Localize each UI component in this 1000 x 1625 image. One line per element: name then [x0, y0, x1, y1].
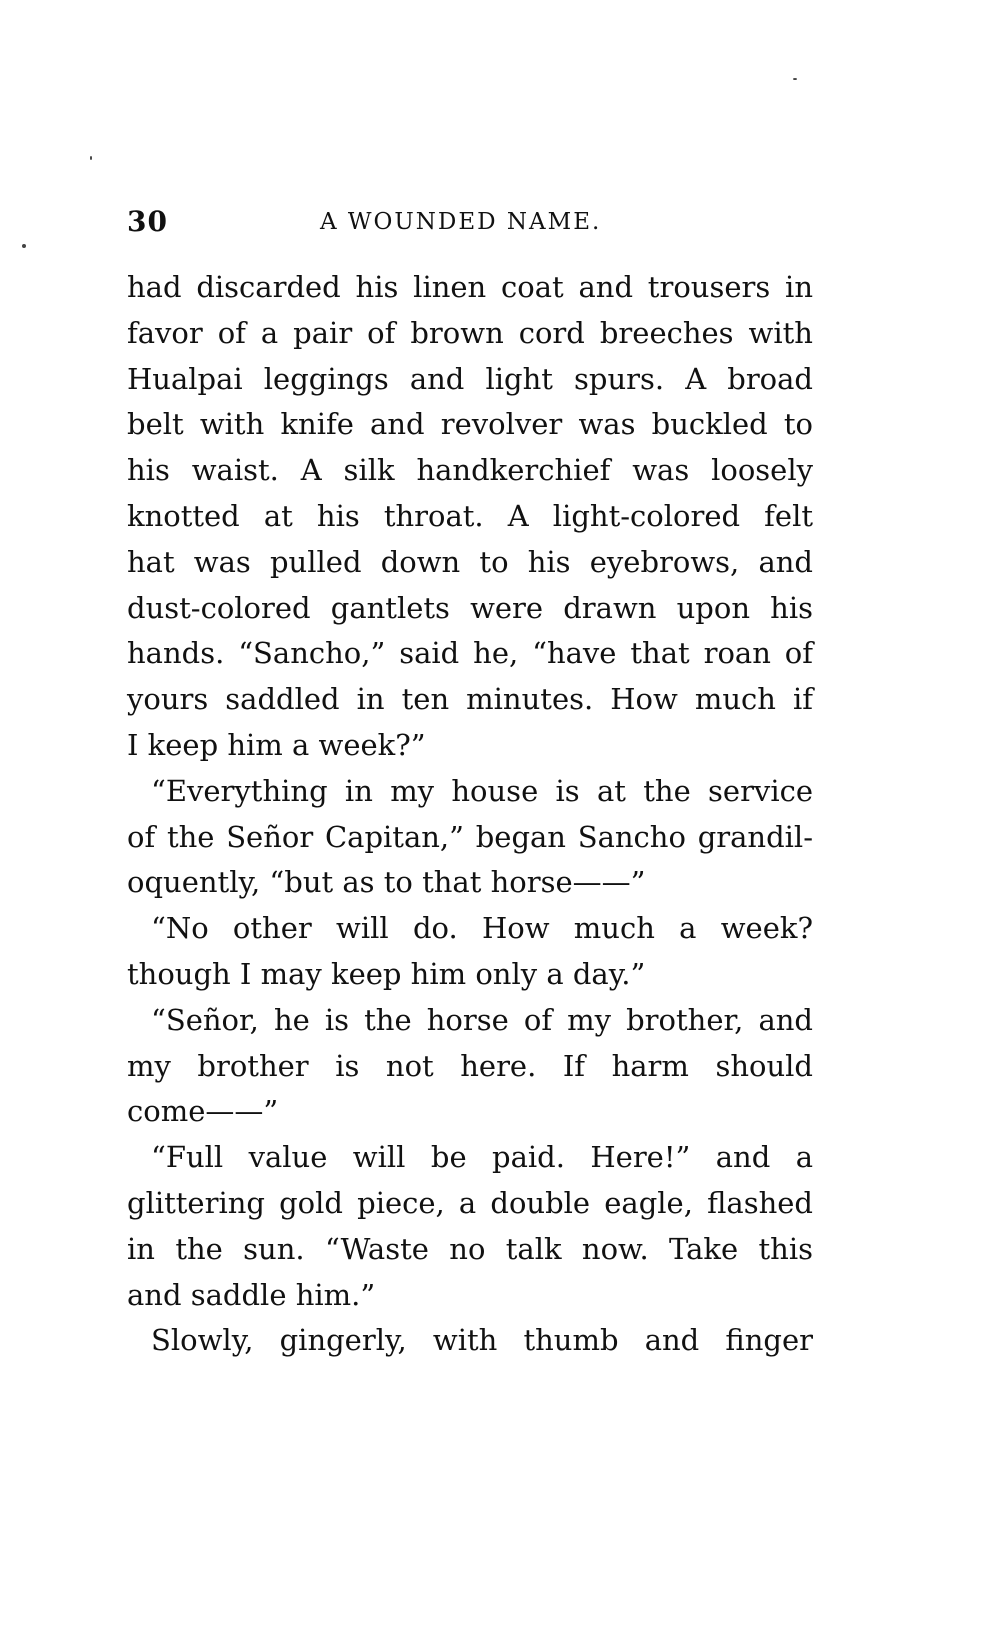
text-line: though I may keep him only a day.”: [127, 956, 646, 991]
text-line: “Full value will be paid. Here!” and a: [151, 1140, 813, 1175]
text-line: his waist. A silk handkerchief was loosely: [127, 453, 813, 488]
text-line: “Everything in my house is at the service: [151, 773, 813, 808]
page-number: 30: [127, 205, 168, 238]
scan-speck: [793, 78, 797, 80]
text-line: knotted at his throat. A light-colored felt: [127, 498, 813, 533]
text-line: glittering gold piece, a double eagle, flashed: [127, 1185, 813, 1220]
text-line: yours saddled in ten minutes. How much if: [127, 682, 813, 717]
text-line: of the Señor Capitan,” began Sancho grandil-: [127, 819, 813, 854]
text-line: had discarded his linen coat and trousers in: [127, 270, 813, 304]
page-header: [127, 205, 647, 245]
text-line: oquently, “but as to that horse——”: [127, 865, 646, 900]
text-line: Slowly, gingerly, with thumb and finger: [151, 1323, 813, 1358]
text-line: hat was pulled down to his eyebrows, and: [127, 544, 813, 579]
text-line: I keep him a week?”: [127, 727, 426, 762]
text-line: in the sun. “Waste no talk now. Take this: [127, 1231, 813, 1266]
text-line: belt with knife and revolver was buckled to: [127, 407, 813, 442]
text-line: “No other will do. How much a week?: [151, 911, 813, 946]
text-line: “Señor, he is the horse of my brother, and: [151, 1002, 813, 1037]
text-line: come——”: [127, 1094, 279, 1129]
scan-speck: [22, 244, 26, 248]
text-line: and saddle him.”: [127, 1277, 376, 1312]
text-line: Hualpai leggings and light spurs. A broad: [127, 361, 813, 396]
text-line: hands. “Sancho,” said he, “have that roan of: [127, 636, 813, 671]
text-line: dust-colored gantlets were drawn upon his: [127, 590, 813, 625]
text-line: favor of a pair of brown cord breeches with: [127, 315, 813, 350]
running-title: A WOUNDED NAME.: [320, 209, 602, 235]
scan-speck: [90, 156, 92, 160]
text-line: my brother is not here. If harm should: [127, 1048, 813, 1083]
body-text: [127, 265, 813, 1364]
